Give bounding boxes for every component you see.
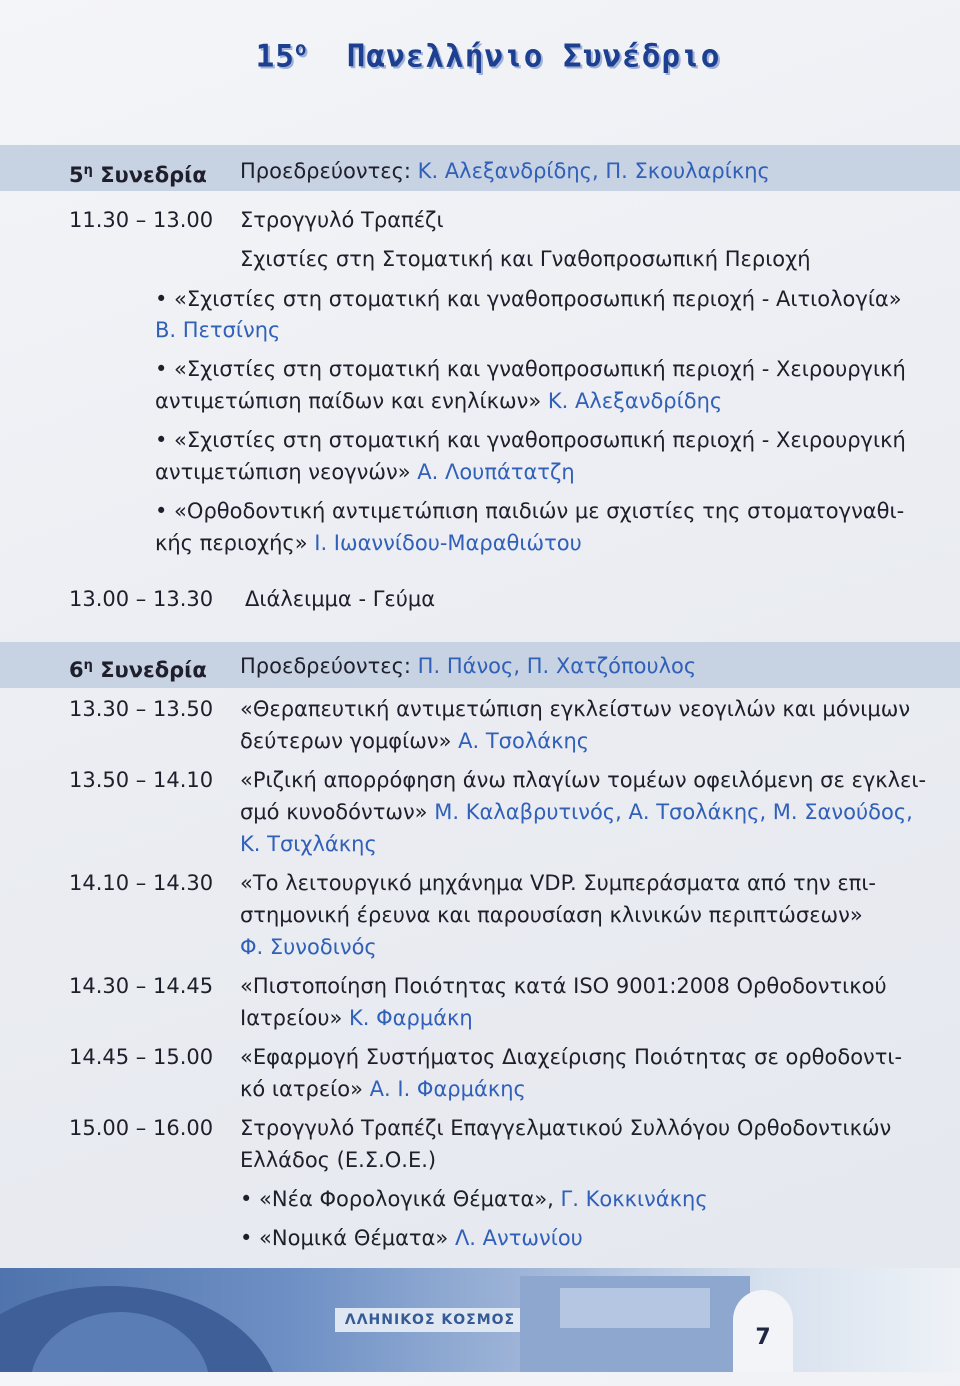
entry-line: σμό κυνοδόντων» Μ. Καλαβρυτινός, Α. Τσολάκης, Μ. Σανούδος,	[240, 800, 913, 824]
entry-time: 14.30 – 14.45	[69, 974, 214, 998]
entry-time: 13.50 – 14.10	[69, 768, 214, 792]
entry-line: «Το λειτουργικό μηχάνημα VDP. Συμπεράσματα από την επι-	[240, 871, 876, 895]
building-sign: ΛΛΗΝΙΚΟΣ ΚΟΣΜΟΣ	[335, 1308, 525, 1332]
entry-time: 13.30 – 13.50	[69, 697, 214, 721]
entry-time: 14.10 – 14.30	[69, 871, 214, 895]
session5-label: $5^\eta$ Συνεδρία	[69, 163, 207, 187]
entry-line: «Θεραπευτική αντιμετώπιση εγκλείστων νεογιλών και μόνιμων	[240, 697, 911, 721]
entry-author: Φ. Συνοδινός	[240, 935, 377, 959]
break-time: 13.00 – 13.30	[69, 587, 214, 611]
list-item: • «Σχιστίες στη στοματική και γναθοπροσωπική περιοχή - Χειρουργική	[155, 428, 906, 452]
entry-line: Στρογγυλό Τραπέζι Επαγγελματικού Συλλόγου Ορθοδοντικών	[240, 1116, 892, 1140]
entry-line: «Εφαρμογή Συστήματος Διαχείρισης Ποιότητας σε ορθοδοντι-	[240, 1045, 903, 1069]
session5-time: 11.30 – 13.00	[69, 208, 214, 232]
list-item: • «Ορθοδοντική αντιμετώπιση παιδιών με σχιστίες της στοματογναθι-	[155, 499, 905, 523]
entry-author: Κ. Τσιχλάκης	[240, 832, 377, 856]
entry-line: κό ιατρείο» Α. Ι. Φαρμάκης	[240, 1077, 526, 1101]
entry-time: 14.45 – 15.00	[69, 1045, 214, 1069]
round-table-subtitle: Σχιστίες στη Στοματική και Γναθοπροσωπική Περιοχή	[240, 247, 811, 271]
entry-time: 15.00 – 16.00	[69, 1116, 214, 1140]
entry-line: «Πιστοποίηση Ποιότητας κατά ISO 9001:2008 Ορθοδοντικού	[240, 974, 887, 998]
list-item: • «Σχιστίες στη στοματική και γναθοπροσωπική περιοχή - Αιτιολογία»	[155, 287, 902, 311]
entry-line: Ιατρείου» Κ. Φαρμάκη	[240, 1006, 473, 1030]
session5-chairs: Προεδρεύοντες: Κ. Αλεξανδρίδης, Π. Σκουλαρίκης	[240, 159, 770, 183]
session6-label: $6^\eta$ Συνεδρία	[69, 658, 207, 682]
entry-line: δεύτερων γομφίων» Α. Τσολάκης	[240, 729, 590, 753]
entry-line: Ελλάδος (Ε.Σ.Ο.Ε.)	[240, 1148, 437, 1172]
list-item-cont: κής περιοχής» Ι. Ιωαννίδου-Μαραθιώτου	[155, 531, 582, 555]
footer-photo	[0, 1268, 960, 1372]
list-item: • «Νομικά Θέματα» Λ. Αντωνίου	[240, 1226, 583, 1250]
list-item-cont: αντιμετώπιση νεογνών» Α. Λουπάτατζη	[155, 460, 575, 484]
author: Β. Πετσίνης	[155, 318, 281, 342]
entry-line: στημονική έρευνα και παρουσίαση κλινικών περιπτώσεων»	[240, 903, 863, 927]
session6-chairs: Προεδρεύοντες: Π. Πάνος, Π. Χατζόπουλος	[240, 654, 697, 678]
page-number: 7	[733, 1290, 793, 1372]
round-table-title: Στρογγυλό Τραπέζι	[240, 208, 444, 232]
entry-line: «Ριζική απορρόφηση άνω πλαγίων τομέων οφειλόμενη σε εγκλει-	[240, 768, 927, 792]
building-block	[560, 1288, 710, 1328]
list-item-cont: αντιμετώπιση παίδων και ενηλίκων» Κ. Αλεξανδρίδης	[155, 389, 723, 413]
break-label: Διάλειμμα - Γεύμα	[245, 587, 436, 611]
list-item: • «Σχιστίες στη στοματική και γναθοπροσωπική περιοχή - Χειρουργική	[155, 357, 906, 381]
list-item: • «Νέα Φορολογικά Θέματα», Γ. Κοκκινάκης	[240, 1187, 708, 1211]
page-title: $15^o$ Πανελλήνιο Συνέδριο	[255, 38, 721, 75]
